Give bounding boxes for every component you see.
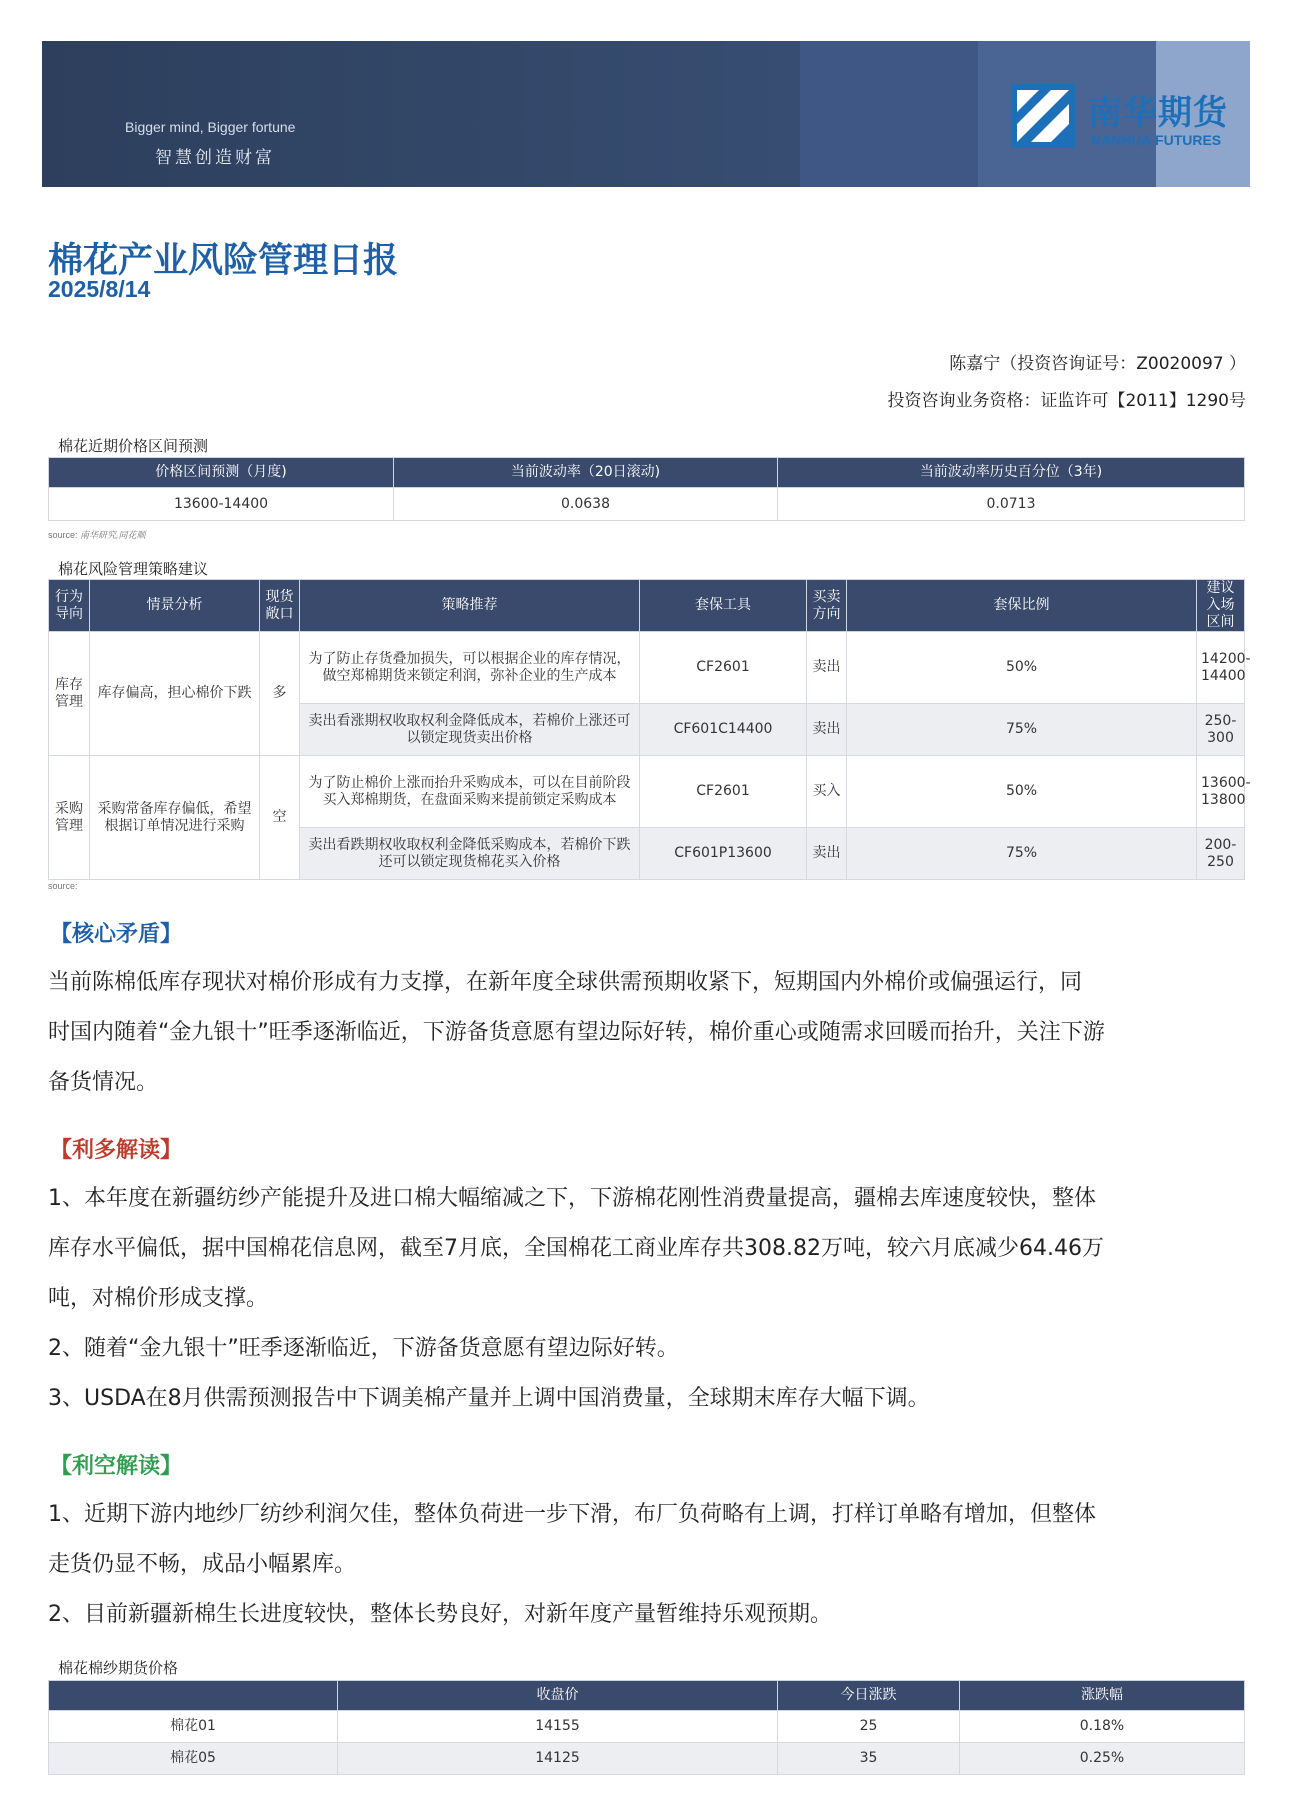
table-header-cell: 涨跌幅 [960, 1681, 1245, 1711]
table-header-cell: 买卖方向 [807, 580, 847, 632]
table-header-cell: 今日涨跌 [778, 1681, 960, 1711]
tool-cell: CF2601 [640, 756, 807, 828]
price-range-table [48, 457, 1245, 521]
ratio-cell: 75% [847, 828, 1197, 880]
paragraph-line: 1、本年度在新疆纺纱产能提升及进口棉大幅缩减之下，下游棉花刚性消费量提高，疆棉去库速度较快，整体 [48, 1186, 1097, 1211]
volatility-value: 0.0638 [394, 488, 778, 521]
source-value: 南华研究,同花顺 [80, 530, 146, 540]
paragraph-line: 走货仍显不畅，成品小幅累库。 [48, 1552, 357, 1577]
strategy-table-title: 棉花风险管理策略建议 [58, 560, 209, 578]
ratio-cell: 50% [847, 756, 1197, 828]
contract-name: 棉花01 [49, 1711, 338, 1743]
table-header-cell: 当前波动率历史百分位（3年) [778, 458, 1245, 488]
source-label: source: [48, 530, 78, 540]
strategy-cell: 为了防止棉价上涨而抬升采购成本，可以在目前阶段买入郑棉期货，在盘面采购来提前锁定采购成本 [300, 756, 640, 828]
paragraph-line: 吨，对棉价形成支撑。 [48, 1286, 269, 1311]
table-header-cell: 行为导向 [49, 580, 90, 632]
paragraph-line: 备货情况。 [48, 1070, 159, 1095]
strategy-cell: 卖出看跌期权收取权利金降低采购成本，若棉价下跌还可以锁定现货棉花买入价格 [300, 828, 640, 880]
license-info: 投资咨询业务资格：证监许可【2011】1290号 [887, 391, 1246, 411]
direction-cell: 卖出 [807, 828, 847, 880]
table-header-cell: 价格区间预测（月度) [49, 458, 394, 488]
range-cell: 250-300 [1197, 704, 1245, 756]
close-price: 14125 [338, 1743, 778, 1775]
header-banner [42, 41, 1250, 187]
report-title: 棉花产业风险管理日报 [48, 241, 399, 281]
source-note [48, 881, 78, 891]
strategy-table [48, 579, 1251, 880]
range-cell: 200-250 [1197, 828, 1245, 880]
paragraph-line: 3、USDA在8月供需预测报告中下调美棉产量并上调中国消费量，全球期末库存大幅下调。 [48, 1386, 930, 1411]
table-header-cell: 现货敞口 [260, 580, 300, 632]
paragraph-line: 1、近期下游内地纱厂纺纱利润欠佳，整体负荷进一步下滑，布厂负荷略有上调，打样订单略有增加，但整体 [48, 1502, 1097, 1527]
table-header-cell: 建议入场区间 [1197, 580, 1245, 632]
futures-table-title: 棉花棉纱期货价格 [58, 1659, 179, 1677]
paragraph-line: 库存水平偏低，据中国棉花信息网，截至7月底，全国棉花工商业库存共308.82万吨，较六月底减少64.46万 [48, 1236, 1104, 1261]
exposure-cell: 空 [260, 756, 300, 880]
table-header-cell: 当前波动率（20日滚动) [394, 458, 778, 488]
change-percent: 0.18% [960, 1711, 1245, 1743]
paragraph-line: 当前陈棉低库存现状对棉价形成有力支撑，在新年度全球供需预期收紧下，短期国内外棉价或偏强运行，同 [48, 970, 1083, 995]
source-label: source: [48, 881, 78, 891]
section-title-bearish: 【利空解读】 [50, 1454, 183, 1479]
table-header-cell: 策略推荐 [300, 580, 640, 632]
close-price: 14155 [338, 1711, 778, 1743]
table-header-cell: 情景分析 [90, 580, 260, 632]
section-title-bullish: 【利多解读】 [50, 1138, 183, 1163]
section-title-core: 【核心矛盾】 [50, 922, 183, 947]
tagline-chinese: 智慧创造财富 [155, 148, 275, 168]
nanhua-logo-icon [1011, 84, 1075, 148]
change-percent: 0.25% [960, 1743, 1245, 1775]
section-body-bearish [48, 1490, 1248, 1640]
range-cell: 13600-13800 [1197, 756, 1245, 828]
daily-change: 25 [778, 1711, 960, 1743]
strategy-cell: 卖出看涨期权收取权利金降低成本，若棉价上涨还可以锁定现货卖出价格 [300, 704, 640, 756]
table-header-cell: 套保比例 [847, 580, 1197, 632]
futures-price-table [48, 1680, 1245, 1775]
price-range-table-title: 棉花近期价格区间预测 [58, 437, 209, 455]
direction-cell: 卖出 [807, 704, 847, 756]
source-note [48, 528, 146, 541]
ratio-cell: 75% [847, 704, 1197, 756]
section-body-bullish [48, 1174, 1248, 1424]
table-header-cell [49, 1681, 338, 1711]
scenario-cell: 库存偏高，担心棉价下跌 [90, 632, 260, 756]
volatility-percentile-value: 0.0713 [778, 488, 1245, 521]
tool-cell: CF2601 [640, 632, 807, 704]
logo-text-chinese: 南华期货 [1088, 93, 1228, 133]
table-header-cell: 套保工具 [640, 580, 807, 632]
tool-cell: CF601C14400 [640, 704, 807, 756]
paragraph-line: 2、目前新疆新棉生长进度较快，整体长势良好，对新年度产量暂维持乐观预期。 [48, 1602, 832, 1627]
report-date: 2025/8/14 [48, 276, 151, 302]
daily-change: 35 [778, 1743, 960, 1775]
strategy-cell: 为了防止存货叠加损失，可以根据企业的库存情况，做空郑棉期货来锁定利润，弥补企业的生产成本 [300, 632, 640, 704]
direction-cell: 买入 [807, 756, 847, 828]
orientation-cell: 库存管理 [49, 632, 90, 756]
price-range-value: 13600-14400 [49, 488, 394, 521]
ratio-cell: 50% [847, 632, 1197, 704]
paragraph-line: 2、随着“金九银十”旺季逐渐临近，下游备货意愿有望边际好转。 [48, 1336, 679, 1361]
section-body-core [48, 958, 1248, 1108]
tagline-english: Bigger mind, Bigger fortune [125, 119, 296, 135]
logo-text-english: NANHUA FUTURES [1091, 132, 1222, 148]
table-header-cell: 收盘价 [338, 1681, 778, 1711]
exposure-cell: 多 [260, 632, 300, 756]
tool-cell: CF601P13600 [640, 828, 807, 880]
paragraph-line: 时国内随着“金九银十”旺季逐渐临近，下游备货意愿有望边际好转，棉价重心或随需求回暖而抬升，关注下游 [48, 1020, 1105, 1045]
orientation-cell: 采购管理 [49, 756, 90, 880]
scenario-cell: 采购常备库存偏低，希望根据订单情况进行采购 [90, 756, 260, 880]
author-info: 陈嘉宁（投资咨询证号：Z0020097 ） [949, 354, 1246, 374]
banner-stripe [800, 41, 978, 187]
direction-cell: 卖出 [807, 632, 847, 704]
range-cell: 14200-14400 [1197, 632, 1245, 704]
contract-name: 棉花05 [49, 1743, 338, 1775]
